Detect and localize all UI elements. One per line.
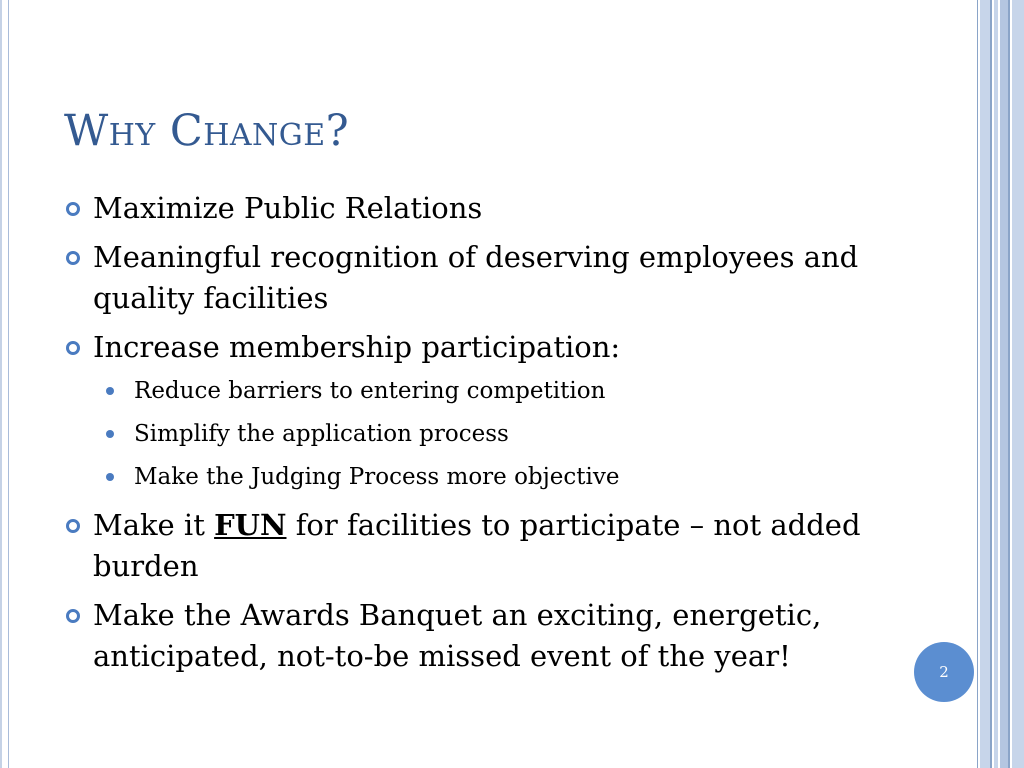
left-border-line <box>8 0 9 768</box>
bullet-text: Meaningful recognition of deserving employees and quality facilities <box>93 240 859 315</box>
right-decorative-stripe <box>990 0 992 768</box>
slide-title: Why Change? <box>64 106 350 156</box>
dot-bullet-icon <box>106 473 114 481</box>
ring-bullet-icon <box>66 609 80 623</box>
ring-bullet-icon <box>66 251 80 265</box>
bullet-list <box>62 188 892 685</box>
bullet-item <box>62 505 892 587</box>
ring-bullet-icon <box>66 519 80 533</box>
right-decorative-stripe <box>977 0 978 768</box>
sub-bullet-item <box>62 462 892 492</box>
dot-bullet-icon <box>106 387 114 395</box>
bullet-item <box>62 188 892 229</box>
emphasis-text: FUN <box>214 508 287 542</box>
bullet-text-prefix: Make it <box>93 508 215 542</box>
left-border-line <box>0 0 2 768</box>
sub-bullet-item <box>62 419 892 449</box>
dot-bullet-icon <box>106 430 114 438</box>
page-number: 2 <box>939 663 949 681</box>
bullet-text-suffix: for facilities to participate – not added burden <box>93 508 861 583</box>
bullet-text: Make the Awards Banquet an exciting, energetic, anticipated, not-to-be missed event of the year! <box>93 598 822 673</box>
sub-bullet-item <box>62 376 892 406</box>
sub-bullet-text: Make the Judging Process more objective <box>134 464 620 490</box>
bullet-text: Increase membership participation: <box>93 330 621 364</box>
page-number-badge <box>914 642 974 702</box>
ring-bullet-icon <box>66 341 80 355</box>
bullet-item <box>62 327 892 368</box>
bullet-item <box>62 595 892 677</box>
right-decorative-stripe <box>1008 0 1010 768</box>
bullet-item <box>62 237 892 319</box>
sub-bullet-text: Reduce barriers to entering competition <box>134 378 606 404</box>
right-decorative-stripe <box>1012 0 1024 768</box>
sub-bullet-text: Simplify the application process <box>134 421 509 447</box>
right-decorative-stripe <box>1000 0 1008 768</box>
right-decorative-stripe <box>994 0 998 768</box>
ring-bullet-icon <box>66 202 80 216</box>
right-decorative-stripe <box>980 0 990 768</box>
bullet-text: Maximize Public Relations <box>93 191 483 225</box>
